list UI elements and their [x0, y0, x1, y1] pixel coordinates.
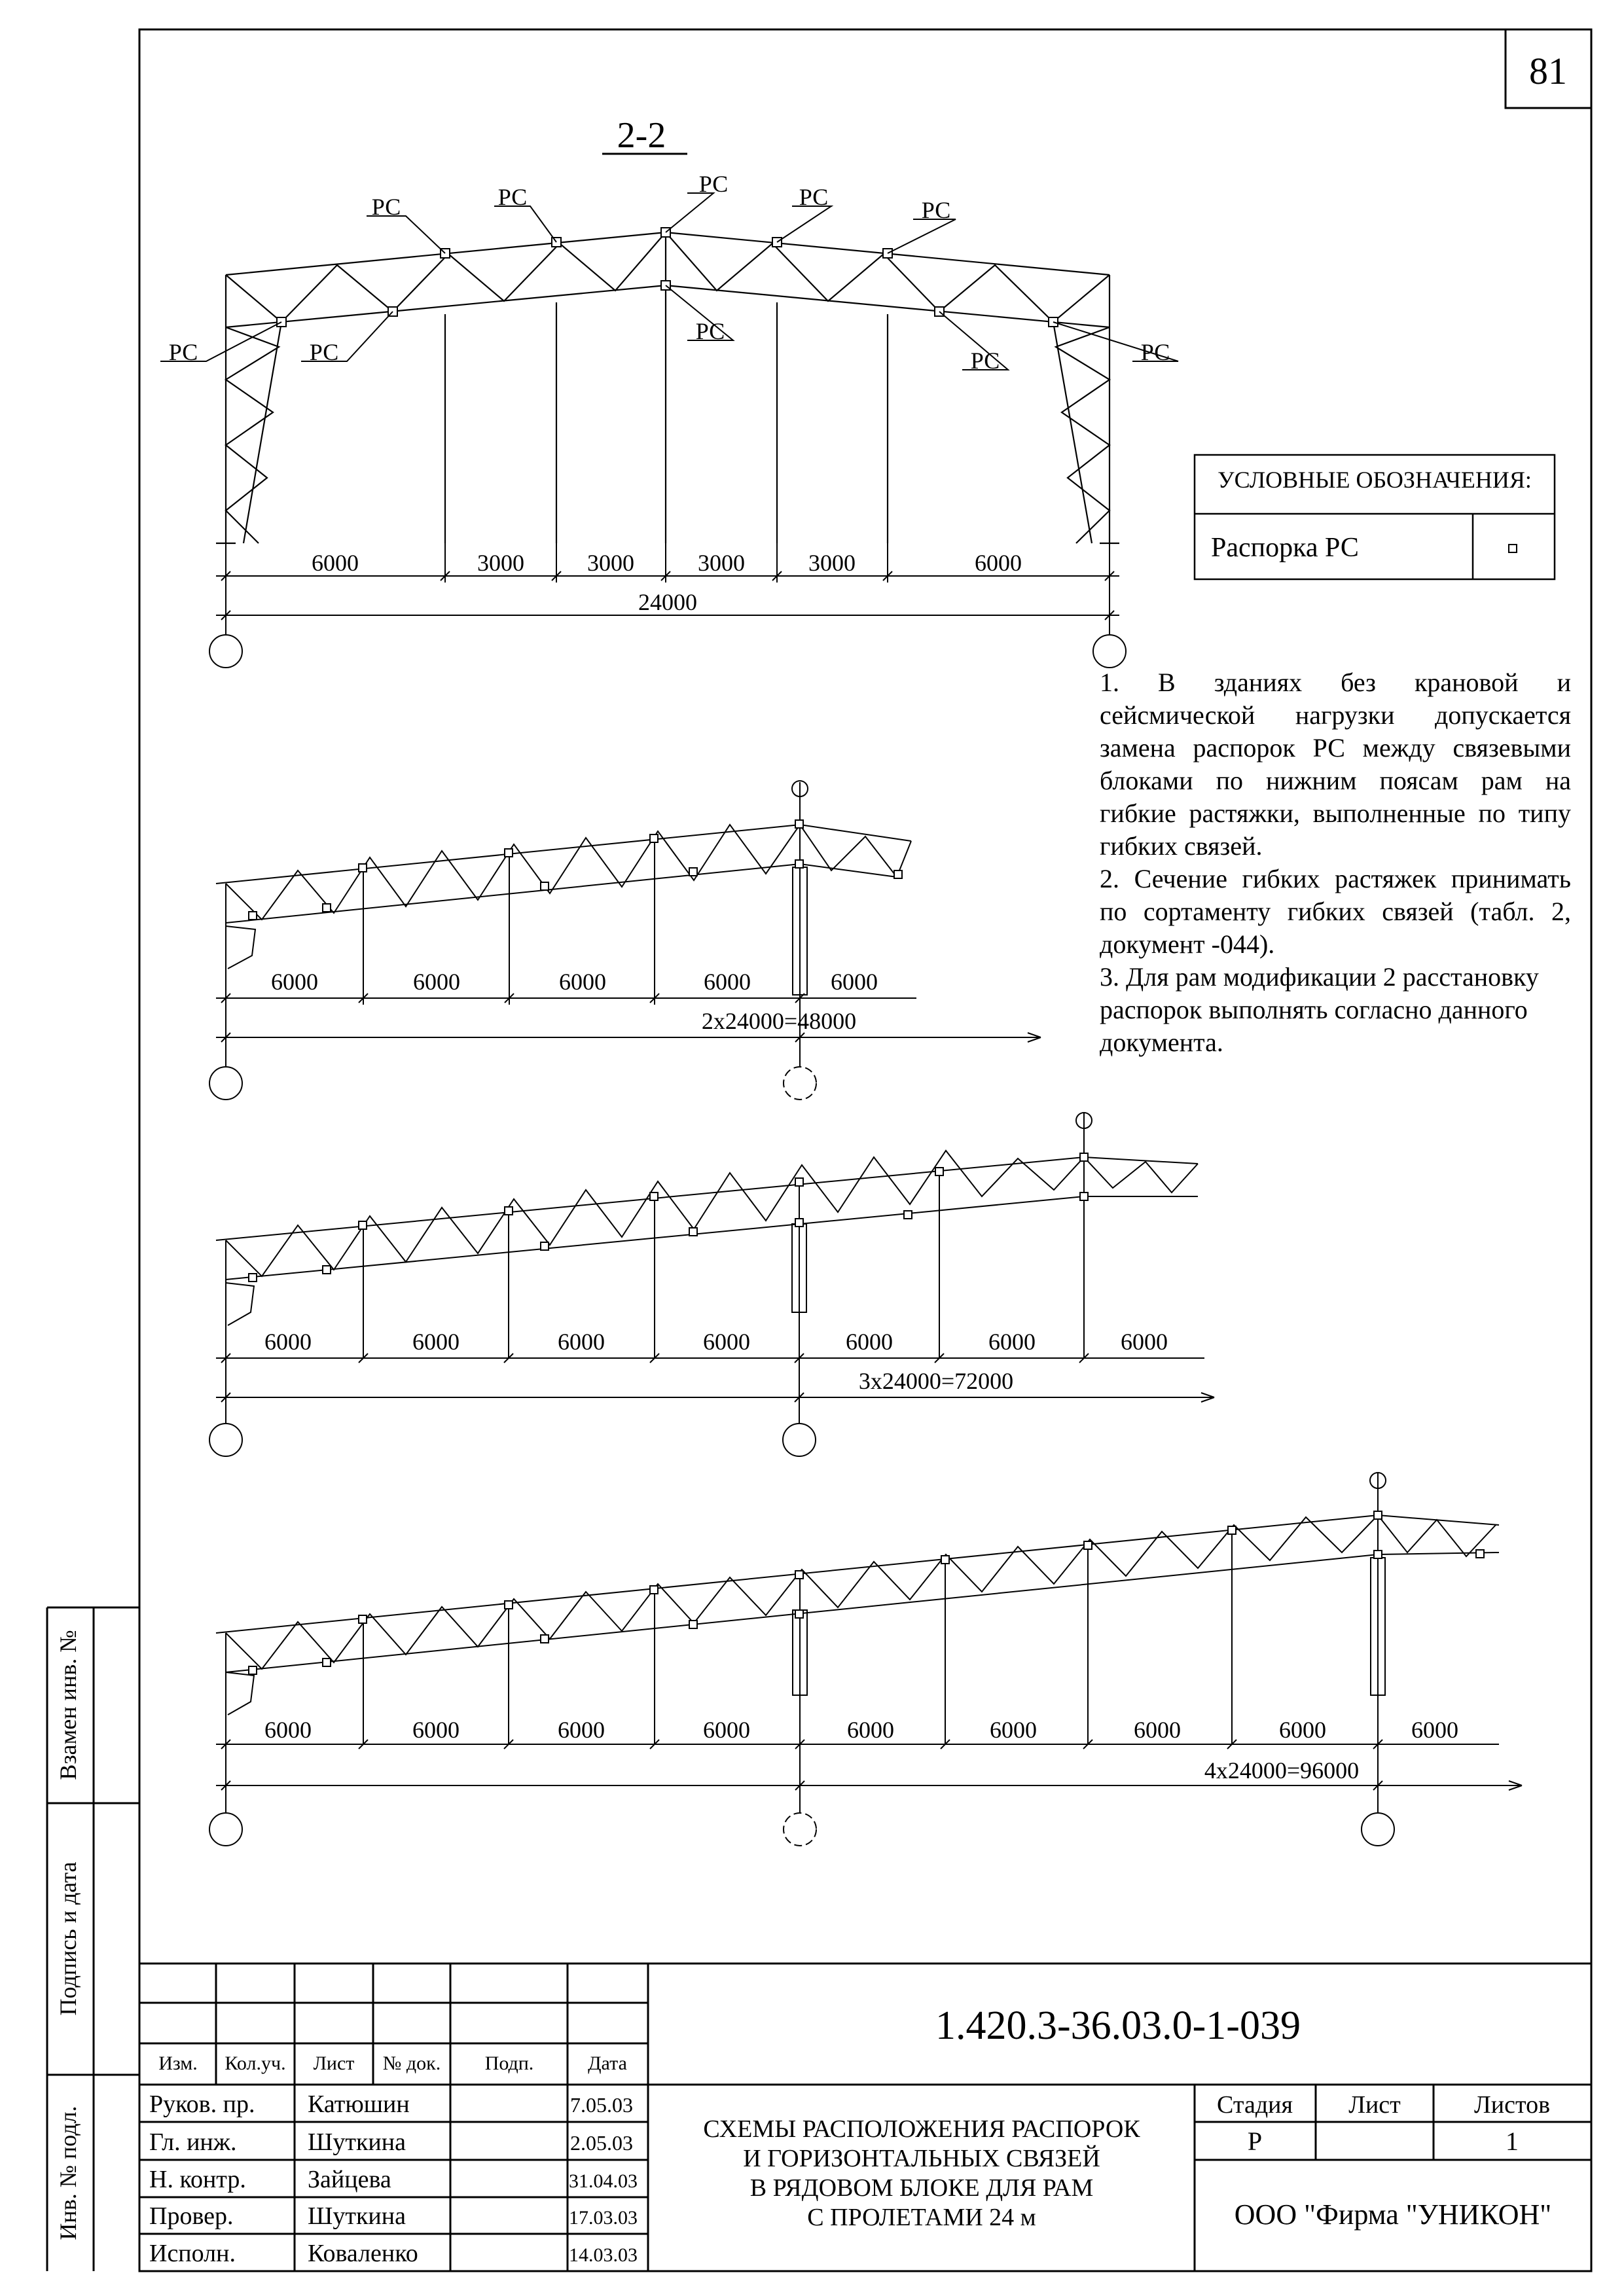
date-3: 31.04.03	[569, 2170, 638, 2192]
dim-4x24-6: 6000	[990, 1717, 1037, 1743]
note-3: 3. Для рам модификации 2 расстановку распорок выполнять согласно данного документа.	[1100, 962, 1539, 1057]
dim-3x24-1: 6000	[264, 1329, 312, 1355]
header-sign: Подп.	[484, 2053, 534, 2074]
strut-markers-4x24	[249, 1511, 1484, 1674]
dim-4x24-8: 6000	[1279, 1717, 1326, 1743]
strut-label-6: РС	[168, 339, 198, 365]
sheet-number: 81	[1529, 50, 1567, 92]
dim-2-2-6: 6000	[975, 550, 1022, 576]
role-3: Н. контр.	[149, 2166, 246, 2193]
frame-2-2	[216, 232, 1119, 543]
section-2-2	[160, 115, 1178, 668]
strut-markers-3x24	[249, 1153, 1088, 1282]
dim-2-2-2: 3000	[477, 550, 524, 576]
dim-3x24-7: 6000	[1121, 1329, 1168, 1355]
sheet-label: Лист	[1348, 2091, 1401, 2119]
dim-2-2-1: 6000	[312, 550, 359, 576]
stage-label: Стадия	[1217, 2091, 1293, 2119]
note-2: 2. Сечение гибких растяжек принимать по сортаменту гибких связей (табл. 2, документ -044).	[1100, 864, 1571, 959]
date-1: 7.05.03	[570, 2093, 633, 2117]
name-3: Зайцева	[308, 2166, 391, 2193]
strut-label-5: РС	[921, 197, 951, 223]
strut-legend-symbol	[1509, 545, 1517, 552]
strut-label-4: РС	[799, 184, 829, 210]
header-izm: Изм.	[158, 2053, 198, 2074]
date-5: 14.03.03	[569, 2244, 638, 2266]
title-line-2: И ГОРИЗОНТАЛЬНЫХ СВЯЗЕЙ	[743, 2145, 1100, 2172]
date-2: 2.05.03	[570, 2131, 633, 2155]
company-name: ООО "Фирма "УНИКОН"	[1234, 2198, 1552, 2231]
dim-4x24-9: 6000	[1411, 1717, 1458, 1743]
title-line-4: С ПРОЛЕТАМИ 24 м	[807, 2204, 1036, 2231]
header-kol-uch: Кол.уч.	[225, 2053, 286, 2074]
dim-4x24-5: 6000	[847, 1717, 894, 1743]
strut-label-7: РС	[309, 339, 339, 365]
name-1: Катюшин	[308, 2090, 410, 2118]
dim-2-2-5: 3000	[808, 550, 856, 576]
dim-3x24-5: 6000	[846, 1329, 893, 1355]
name-2: Шуткина	[308, 2128, 406, 2156]
dim-2x24-total: 2х24000=48000	[701, 1008, 857, 1034]
dim-2-2-4: 3000	[698, 550, 745, 576]
dim-3x24-4: 6000	[703, 1329, 750, 1355]
role-4: Провер.	[149, 2202, 234, 2230]
header-doc-no: № док.	[382, 2053, 441, 2074]
side-stamp-sign-date: Подпись и дата	[55, 1861, 81, 2016]
strut-label-1: РС	[371, 194, 401, 220]
strut-label-9: РС	[970, 348, 1000, 374]
dim-4x24-1: 6000	[264, 1717, 312, 1743]
role-1: Руков. пр.	[149, 2090, 255, 2118]
dim-3x24-6: 6000	[988, 1329, 1036, 1355]
title-line-3: В РЯДОВОМ БЛОКЕ ДЛЯ РАМ	[749, 2174, 1094, 2202]
strut-label-8: РС	[695, 318, 725, 344]
scheme-2x24	[209, 781, 1041, 1100]
name-4: Шуткина	[308, 2202, 406, 2230]
title-line-1: СХЕМЫ РАСПОЛОЖЕНИЯ РАСПОРОК	[703, 2115, 1140, 2143]
side-stamp-replace-inv: Взамен инв. №	[55, 1630, 81, 1780]
dimension-lines-2x24	[209, 994, 1041, 1100]
name-5: Коваленко	[308, 2240, 418, 2267]
dim-3x24-total: 3х24000=72000	[858, 1368, 1014, 1394]
truss-3x24	[216, 1113, 1198, 1358]
dim-4x24-2: 6000	[412, 1717, 460, 1743]
dim-2x24-2: 6000	[413, 969, 460, 995]
strut-label-10: РС	[1140, 339, 1170, 365]
dim-2-2-3: 3000	[587, 550, 634, 576]
dim-4x24-7: 6000	[1134, 1717, 1181, 1743]
legend-item-label: Распорка РС	[1211, 533, 1359, 563]
note-1: 1. В зданиях без крановой и сейсмической нагрузки допускается замена распорок РС между связевыми блоками по нижним поясам рам на гибкие растяжки, выполненные по типу гибких связей.	[1100, 668, 1571, 861]
strut-label-3: РС	[698, 171, 729, 197]
notes-block	[1100, 666, 1571, 1059]
scheme-4x24	[209, 1473, 1522, 1846]
dim-3x24-3: 6000	[558, 1329, 605, 1355]
side-stamp-inv-orig: Инв. № подл.	[55, 2106, 81, 2240]
scheme-3x24	[209, 1113, 1214, 1456]
dimension-lines-3x24	[209, 1354, 1214, 1456]
doc-code: 1.420.3-36.03.0-1-039	[935, 2003, 1301, 2048]
stage-value: Р	[1247, 2126, 1263, 2156]
dim-4x24-3: 6000	[558, 1717, 605, 1743]
legend-title: УСЛОВНЫЕ ОБОЗНАЧЕНИЯ:	[1218, 467, 1532, 493]
dim-2x24-5: 6000	[831, 969, 878, 995]
truss-4x24	[216, 1473, 1499, 1744]
dim-3x24-2: 6000	[412, 1329, 460, 1355]
dim-2x24-1: 6000	[271, 969, 318, 995]
strut-label-2: РС	[497, 184, 528, 210]
dim-4x24-total: 4х24000=96000	[1204, 1757, 1360, 1784]
header-date: Дата	[588, 2053, 627, 2074]
dimension-lines-4x24	[209, 1740, 1522, 1846]
strut-markers-2-2	[277, 228, 1058, 327]
header-list: Лист	[313, 2053, 355, 2074]
dim-4x24-4: 6000	[703, 1717, 750, 1743]
date-4: 17.03.03	[569, 2207, 638, 2229]
dim-2x24-4: 6000	[704, 969, 751, 995]
sheets-value: 1	[1506, 2126, 1519, 2156]
dim-2x24-3: 6000	[559, 969, 606, 995]
sheets-label: Листов	[1473, 2091, 1551, 2119]
section-label: 2-2	[617, 115, 666, 156]
dim-2-2-total: 24000	[638, 589, 697, 615]
role-2: Гл. инж.	[149, 2128, 237, 2156]
sheet-frame	[47, 29, 1591, 2271]
role-5: Исполн.	[149, 2240, 236, 2267]
